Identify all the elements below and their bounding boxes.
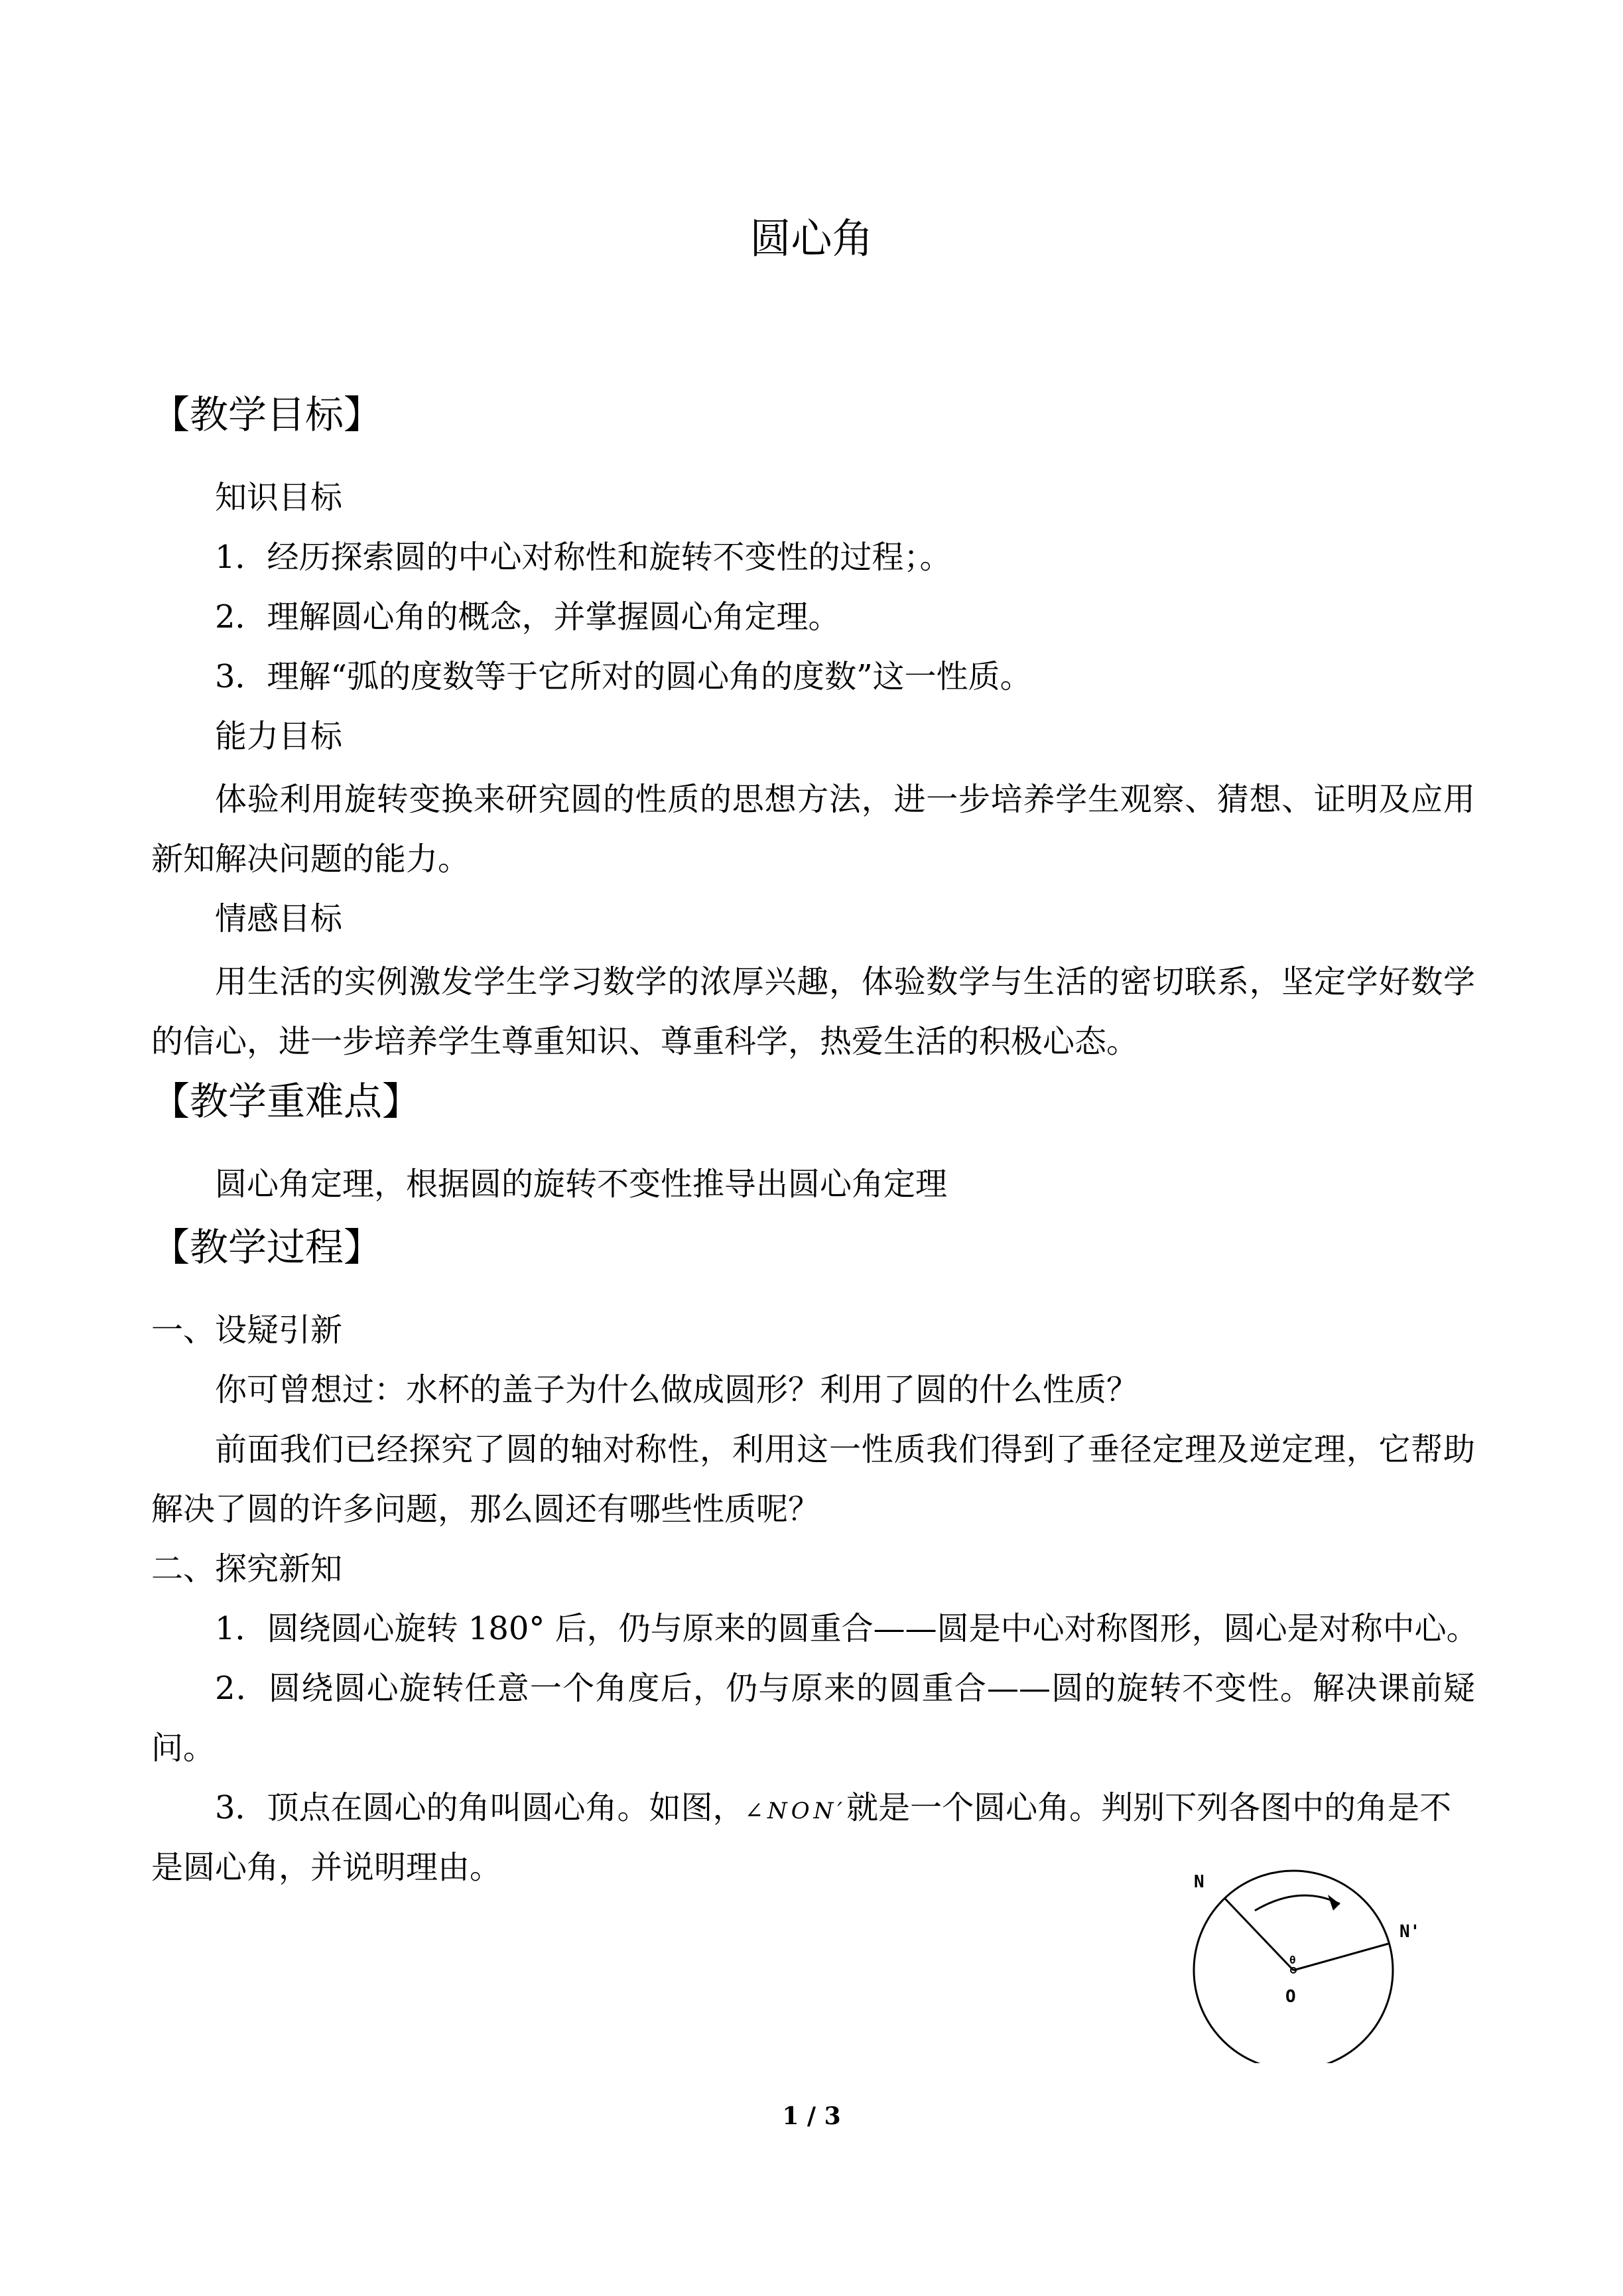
page-title: 圆心角 [749,214,874,263]
part1-paragraph-line-1: 前面我们已经探究了圆的轴对称性，利用这一性质我们得到了垂径定理及逆定理，它帮助 [215,1431,1475,1468]
emotion-text-line-1: 用生活的实例激发学生学习数学的浓厚兴趣，体验数学与生活的密切联系，坚定学好数学 [215,963,1475,1000]
knowledge-item-1: 1．经历探索圆的中心对称性和旋转不变性的过程；。 [215,539,952,576]
emotion-heading: 情感目标 [215,900,343,937]
label-o: O [1285,1987,1296,2007]
page-number: 1 / 3 [782,2102,841,2130]
knowledge-heading: 知识目标 [215,479,343,516]
central-angle-figure [1181,1857,1446,2063]
arrow-head-icon [1328,1895,1340,1911]
radius-on [1225,1899,1293,1970]
label-n: N [1194,1872,1204,1892]
part1-paragraph-line-2: 解决了圆的许多问题，那么圆还有哪些性质呢？ [151,1491,820,1528]
part2-item-2-line-1: 2．圆绕圆心旋转任意一个角度后，仍与原来的圆重合——圆的旋转不变性。解决课前疑 [215,1670,1475,1707]
emotion-text-line-2: 的信心，进一步培养学生尊重知识、尊重科学，热爱生活的积极心态。 [151,1023,1139,1060]
keypoints-heading: 【教学重难点】 [151,1079,421,1124]
ability-text-line-2: 新知解决问题的能力。 [151,841,470,878]
keypoints-text: 圆心角定理，根据圆的旋转不变性推导出圆心角定理 [215,1166,948,1203]
part2-item-3-post: 就是一个圆心角。判别下列各图中的角是不 [846,1789,1452,1826]
part2-item-2-line-2: 问。 [151,1729,216,1767]
part2-item-1: 1．圆绕圆心旋转 180° 后，仍与原来的圆重合——圆是中心对称图形，圆心是对称中心。 [215,1610,1478,1647]
part1-heading: 一、设疑引新 [151,1312,343,1349]
objectives-heading: 【教学目标】 [151,392,383,437]
ability-text-line-1: 体验利用旋转变换来研究圆的性质的思想方法，进一步培养学生观察、猜想、证明及应用 [215,781,1475,818]
part2-item-3-pre: 3．顶点在圆心的角叫圆心角。如图， [215,1789,745,1826]
label-n-prime: N' [1399,1922,1421,1942]
part2-item-3-line-2: 是圆心角，并说明理由。 [151,1849,502,1886]
part2-heading: 二、探究新知 [151,1550,343,1587]
rotation-arc-arrow [1255,1895,1340,1911]
knowledge-item-2: 2．理解圆心角的概念，并掌握圆心角定理。 [215,598,840,636]
angle-symbol: ∠NON′ [744,1798,847,1824]
part1-question: 你可曾想过：水杯的盖子为什么做成圆形？利用了圆的什么性质？ [215,1371,1139,1408]
radius-on-prime [1293,1944,1388,1970]
process-heading: 【教学过程】 [151,1225,383,1270]
ability-heading: 能力目标 [215,718,343,755]
part2-item-3-line-1 [215,1788,1451,1831]
knowledge-item-3: 3．理解“弧的度数等于它所对的圆心角的度数”这一性质。 [215,658,1032,695]
label-theta: θ [1289,1954,1296,1966]
